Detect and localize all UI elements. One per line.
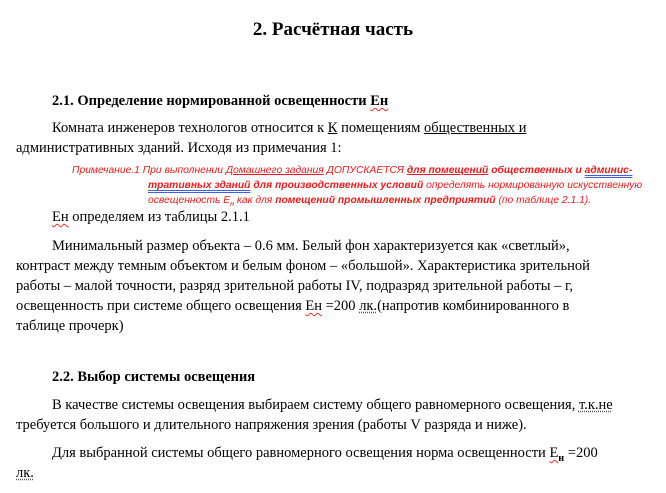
text-run: =200 [322,298,360,314]
paragraph-line: Минимальный размер объекта – 0.6 мм. Белый фон характеризуется как «светлый», [52,238,570,254]
text-run: В качестве системы освещения выбираем систему общего равномерного освещения, [52,397,579,413]
paragraph-characteristics [16,236,590,336]
text-run: определяем из таблицы 2.1.1 [68,209,250,225]
text-run: для производственных условий [250,180,424,191]
text-run: освещенность Е [148,195,231,206]
subscript: н [230,199,235,209]
paragraph-line: работы – малой точности, разряд зрительной работы IV, подразряд зрительной работы – г, [16,278,573,294]
paragraph-line [16,395,613,415]
text-run: помещениям [337,120,424,136]
paragraph-line [16,443,598,463]
paragraph-line: таблице прочерк) [16,318,124,334]
paragraph-room-class [16,118,526,158]
text-run: для помещений [406,165,489,176]
paragraph-line [16,296,590,316]
note-block [72,163,642,208]
paragraph-line: контраст между темным объектом и белым фоном – «большой». Характеристика зрительной [16,258,590,274]
heading-text: 2.1. Определение нормированной освещенности [52,93,371,109]
text-run: ДОПУСКАЕТСЯ [323,165,407,176]
text-run: тративных зданий [148,180,251,191]
paragraph-line: административных зданий. Исходя из примечания 1: [16,140,342,156]
text-run: лк. [359,298,378,314]
note-line [72,193,642,208]
paragraph-line [16,463,598,483]
paragraph-lighting-system [16,395,613,435]
text-run: как для [234,195,276,206]
text-run: =200 [564,445,598,461]
text-run: помещений промышленных предприятий [275,195,496,206]
subscript: н [558,452,565,464]
text-run: т.к.не [578,397,613,413]
section-heading-2-1 [52,92,388,111]
heading-en: Ен [370,93,389,109]
text-run: освещенность при системе общего освещения [16,298,306,314]
page-title: 2. Расчётная часть [252,19,414,40]
section-heading-2-2: 2.2. Выбор системы освещения [52,369,256,385]
text-run: Для выбранной системы общего равномерного освещения норма освещенности [52,445,550,461]
paragraph-line: требуется большого и длительного напряжения зрения (работы V разряда и ниже). [16,417,527,433]
text-run [549,445,565,464]
text-run: Е [549,445,559,461]
text-run: Домашнего задания [225,165,324,176]
paragraph-line [16,118,526,138]
text-run: Комната инженеров технологов относится к [52,120,328,136]
text-run: К [327,120,338,136]
text-run: Ен [305,298,322,314]
text-run: (напротив комбинированного в [377,298,570,314]
text-run: (по таблице 2.1.1). [495,195,592,206]
text-run: лк. [16,465,34,481]
text-run: админис- [584,165,633,176]
paragraph-norm [16,443,598,483]
text-run: общественных и [488,165,585,176]
text-run: определять нормированную искусственную [423,180,643,191]
note-line [72,178,642,193]
note-line [72,163,642,178]
text-run: Примечание.1 При выполнении [72,165,226,176]
paragraph-en-table [52,207,250,227]
text-run: Ен [52,209,69,225]
text-run: общественных и [424,120,527,136]
